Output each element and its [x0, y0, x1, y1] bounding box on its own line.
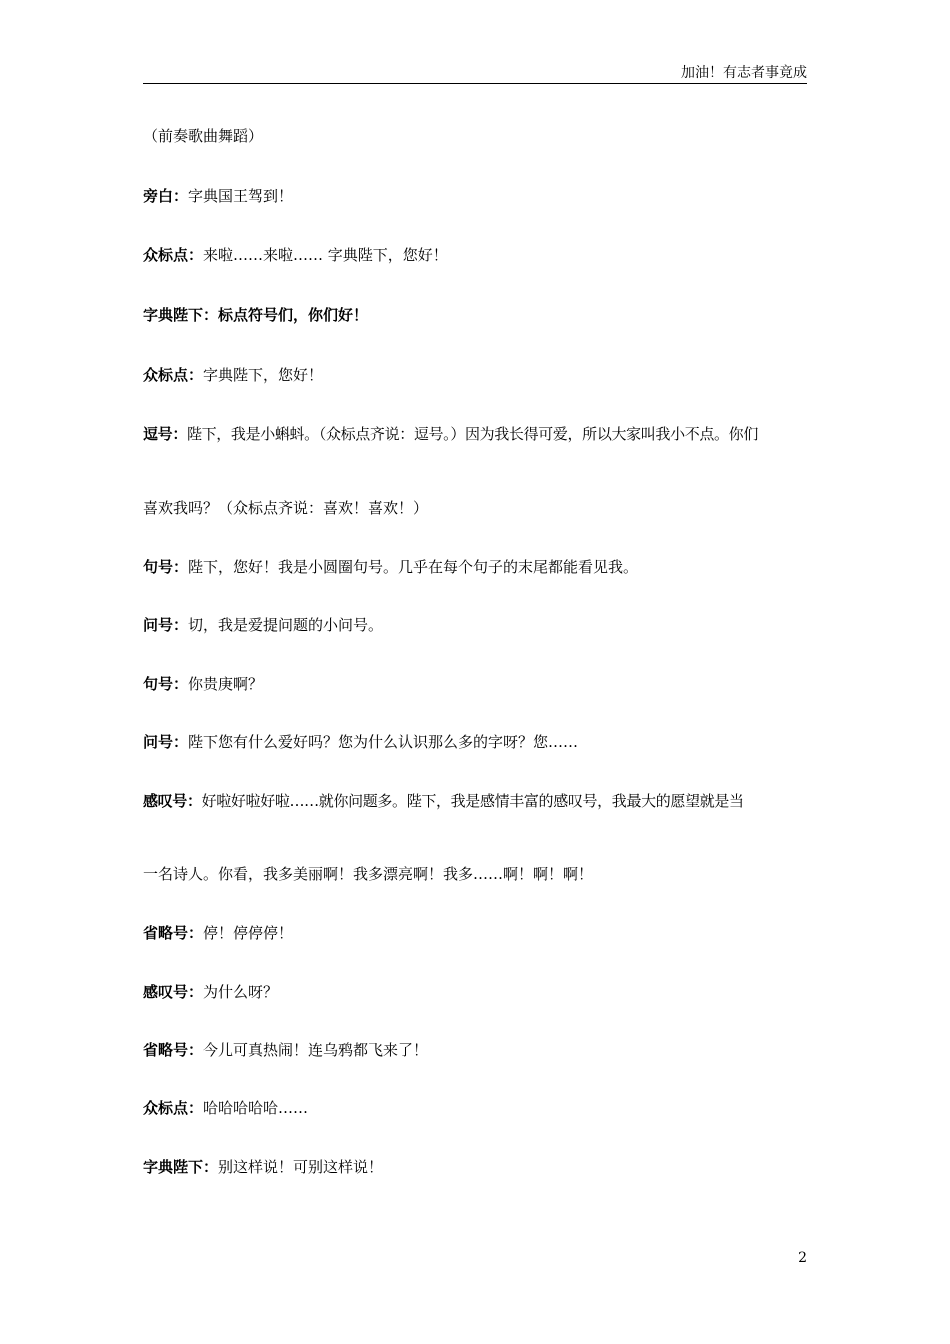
- speaker-colon: ：: [188, 924, 204, 942]
- speaker-colon: ：: [186, 792, 202, 810]
- dialogue-line: [143, 1040, 813, 1060]
- dialogue-line: [143, 245, 813, 265]
- line-text: 切，我是爱提问题的小问号。: [188, 616, 384, 634]
- speaker-colon: ：: [188, 1099, 204, 1117]
- dialogue-line: [143, 1098, 813, 1118]
- line-text: 字典国王驾到！: [188, 187, 294, 205]
- header-rule: [143, 83, 807, 84]
- dialogue-line: [143, 557, 813, 577]
- speaker-name: 感叹号: [143, 983, 189, 1001]
- speaker-colon: ：: [173, 616, 189, 634]
- line-text: 哈哈哈哈哈……: [203, 1099, 309, 1117]
- dialogue-line: [143, 732, 813, 752]
- speaker-name: 省略号: [143, 924, 189, 942]
- line-text: 来啦……来啦…… 字典陛下，您好！: [203, 246, 448, 264]
- speaker-name: 众标点: [143, 246, 189, 264]
- line-text: 陛下您有什么爱好吗？您为什么认识那么多的字呀？您……: [188, 733, 579, 751]
- speaker-colon: ：: [188, 246, 204, 264]
- dialogue-line: [143, 365, 813, 385]
- speaker-colon: ：: [203, 306, 219, 324]
- line-text: 喜欢我吗？（众标点齐说：喜欢！喜欢！）: [143, 499, 429, 517]
- speaker-name: 句号: [143, 558, 174, 576]
- line-text: 今儿可真热闹！连乌鸦都飞来了！: [203, 1041, 429, 1059]
- speaker-name: 句号: [143, 675, 174, 693]
- speaker-colon: ：: [173, 187, 189, 205]
- dialogue-line: [143, 186, 813, 206]
- dialogue-line: [143, 982, 813, 1002]
- line-text: 标点符号们，你们好！: [218, 306, 369, 324]
- speaker-name: 问号: [143, 616, 174, 634]
- speaker-colon: ：: [188, 983, 204, 1001]
- dialogue-line: [143, 791, 813, 811]
- speaker-colon: ：: [173, 675, 189, 693]
- speaker-colon: ：: [173, 733, 189, 751]
- speaker-name: 逗号: [143, 425, 173, 443]
- speaker-colon: ：: [172, 425, 187, 443]
- line-text: 停！停停停！: [203, 924, 294, 942]
- line-text: 你贵庚啊？: [188, 675, 264, 693]
- line-text: 一名诗人。你看，我多美丽啊！我多漂亮啊！我多……啊！啊！啊！: [143, 865, 594, 883]
- line-text: 别这样说！可别这样说！: [218, 1158, 384, 1176]
- speaker-name: 问号: [143, 733, 174, 751]
- line-text: 字典陛下，您好！: [203, 366, 324, 384]
- dialogue-line: [143, 1157, 813, 1177]
- dialogue-line: [143, 305, 813, 325]
- speaker-name: 字典陛下: [143, 306, 204, 324]
- line-text: （前奏歌曲舞蹈）: [143, 127, 264, 145]
- speaker-colon: ：: [203, 1158, 219, 1176]
- line-text: 陛下，我是小蝌蚪。（众标点齐说：逗号。）因为我长得可爱，所以大家叫我小不点。你们: [186, 425, 758, 443]
- page-header: 加油！有志者事竟成: [681, 65, 807, 81]
- speaker-name: 众标点: [143, 1099, 189, 1117]
- dialogue-line-continuation: [143, 864, 813, 884]
- speaker-name: 字典陛下: [143, 1158, 204, 1176]
- dialogue-line: [143, 424, 813, 444]
- speaker-name: 省略号: [143, 1041, 189, 1059]
- line-text: 为什么呀？: [203, 983, 279, 1001]
- speaker-colon: ：: [188, 366, 204, 384]
- dialogue-line-continuation: [143, 498, 813, 518]
- dialogue-line: [143, 615, 813, 635]
- line-text: 陛下，您好！我是小圆圈句号。几乎在每个句子的末尾都能看见我。: [188, 558, 639, 576]
- page-number: 2: [798, 1250, 807, 1266]
- dialogue-line: [143, 674, 813, 694]
- speaker-colon: ：: [173, 558, 189, 576]
- stage-direction: [143, 126, 813, 146]
- line-text: 好啦好啦好啦……就你问题多。陛下，我是感情丰富的感叹号，我最大的愿望就是当: [201, 792, 744, 810]
- speaker-colon: ：: [188, 1041, 204, 1059]
- speaker-name: 感叹号: [143, 792, 187, 810]
- dialogue-line: [143, 923, 813, 943]
- speaker-name: 众标点: [143, 366, 189, 384]
- speaker-name: 旁白: [143, 187, 174, 205]
